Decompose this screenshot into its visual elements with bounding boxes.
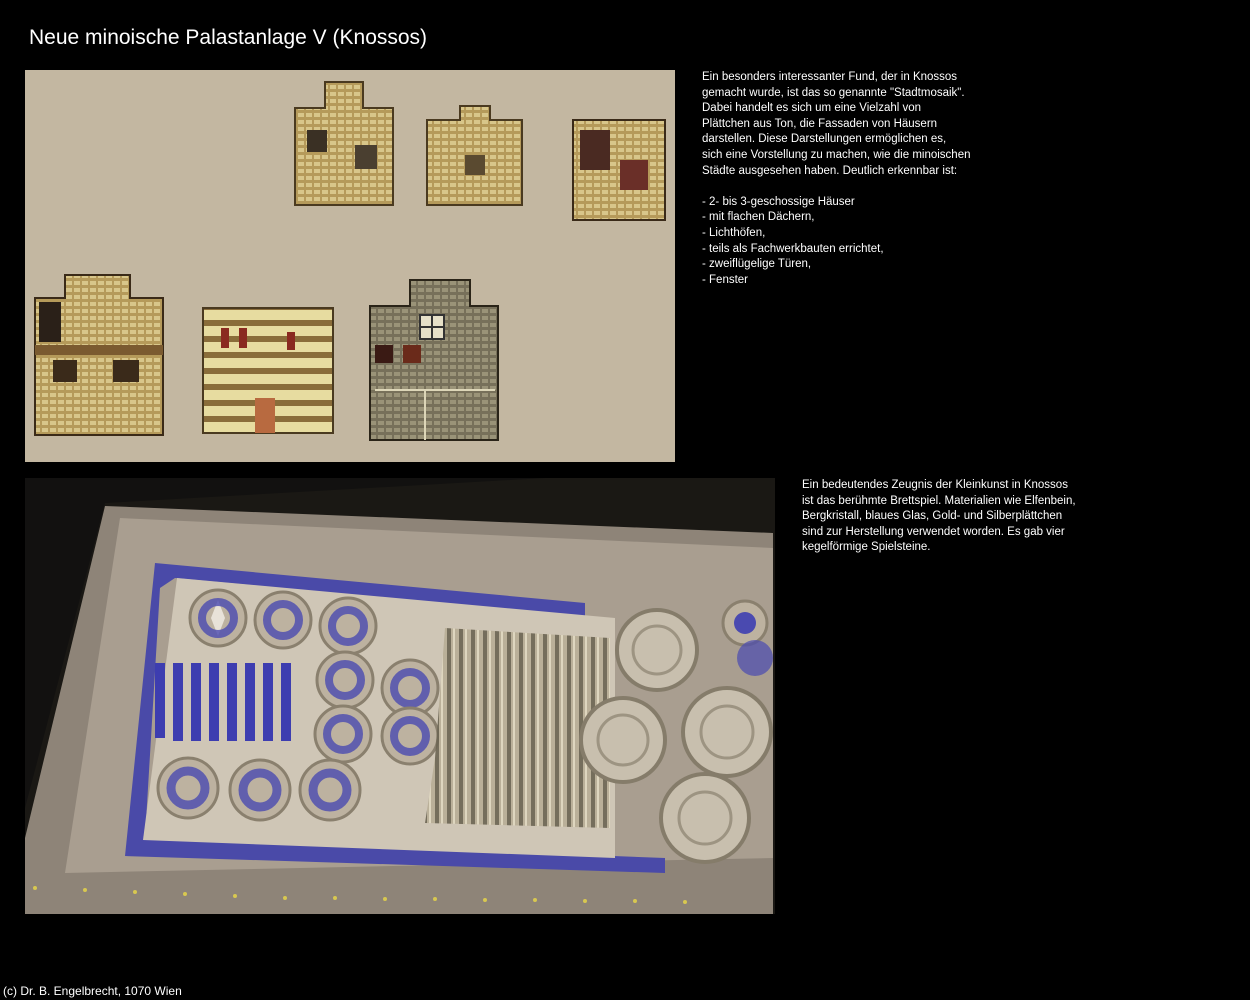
text-line: Ein bedeutendes Zeugnis der Kleinkunst in Knossos [802,479,1068,491]
list-item: - mit flachen Dächern, [702,211,815,224]
text-line: kegelförmige Spielsteine. [802,541,931,554]
town-mosaic-description [702,70,1002,288]
text-line: sich eine Vorstellung zu machen, wie die minoischen [702,148,971,161]
tile-5 [203,308,333,433]
list-item: - Lichthöfen, [702,226,766,239]
text-line: darstellen. Diese Darstellungen ermöglichen es, [702,133,947,146]
tile-4 [35,275,163,435]
text-line: Ein besonders interessanter Fund, der in Knossos [702,71,958,83]
list-item: - teils als Fachwerkbauten errichtet, [702,242,884,255]
board-game-photo [25,478,775,914]
list-item: - Fenster [702,273,749,286]
text-line: Dabei handelt es sich um eine Vielzahl von [702,102,922,115]
text-line: Bergkristall, blaues Glas, Gold- und Silberplättchen [802,510,1063,523]
text-line: ist das berühmte Brettspiel. Materialien wie Elfenbein, [802,494,1076,507]
list-item: - zweiflügelige Türen, [702,258,812,271]
copyright-notice: (c) Dr. B. Engelbrecht, 1070 Wien [3,984,182,998]
text-line: Plättchen aus Ton, die Fassaden von Häusern [702,117,938,130]
text-line: Städte ausgesehen haben. Deutlich erkennbar ist: [702,164,958,177]
town-mosaic-photo [25,70,675,462]
text-line: gemacht wurde, ist das so genannte "Stadtmosaik". [702,86,965,99]
page-title: Neue minoische Palastanlage V (Knossos) [29,26,428,49]
board-game-description [802,478,1102,556]
features-list [702,195,1002,289]
tile-2 [427,106,522,205]
list-item: - 2- bis 3-geschossige Häuser [702,195,855,208]
text-line: sind zur Herstellung verwendet worden. Es gab vier [802,525,1065,538]
tile-3 [573,120,665,220]
